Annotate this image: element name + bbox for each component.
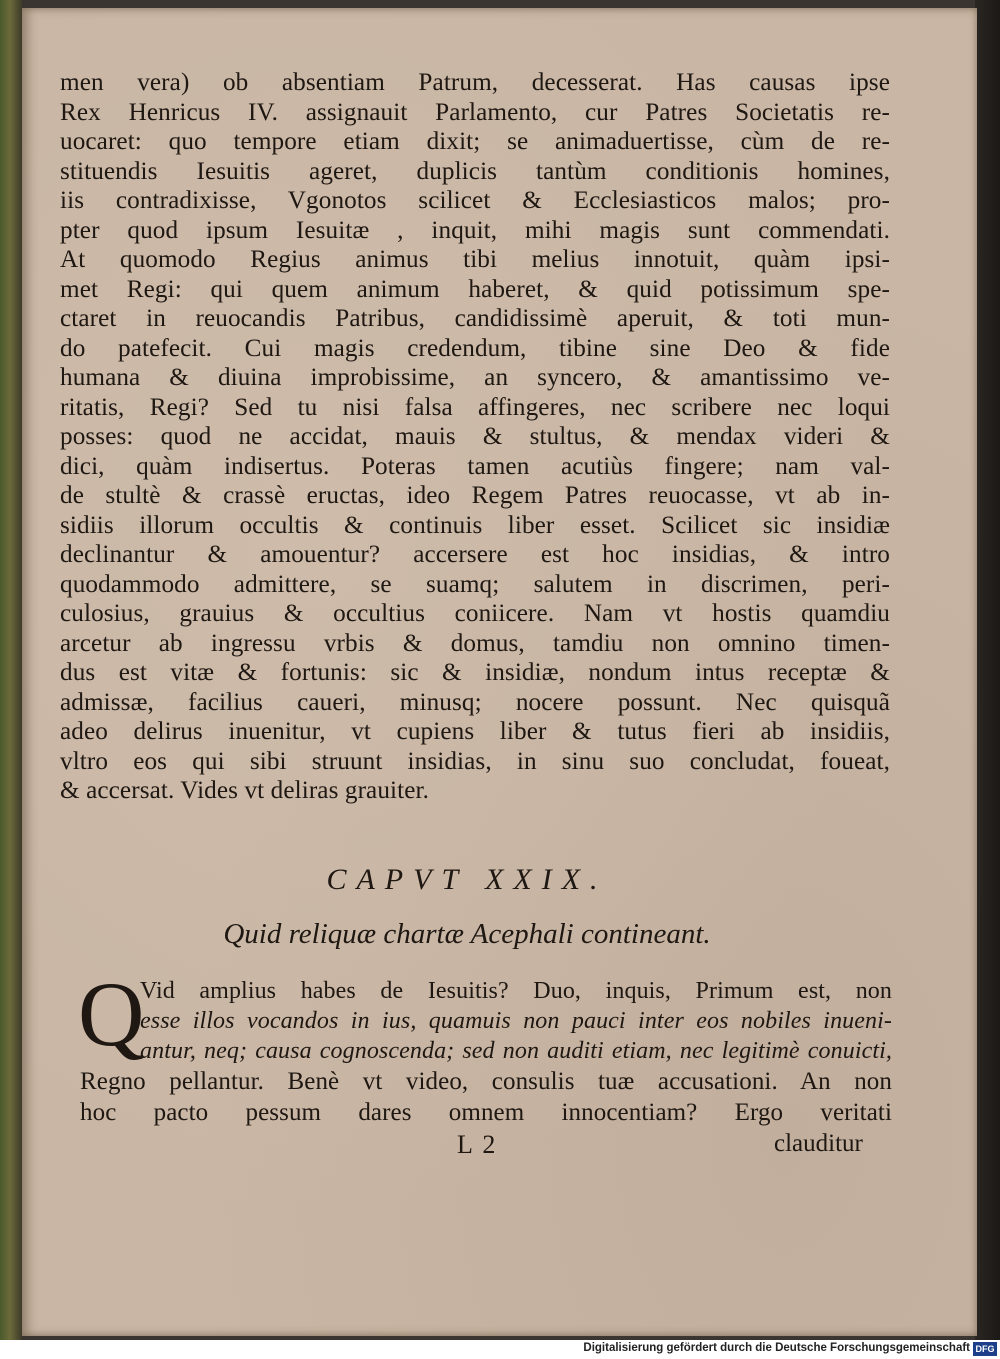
- text-line: declinantur & amouentur? accersere est hoc insidias, & intro: [60, 541, 890, 568]
- text-line: esse illos vocandos in ius, quamuis non pauci inter eos nobiles inueni-: [140, 1008, 892, 1034]
- text-line: ritatis, Regi? Sed tu nisi falsa affingeres, nec scribere nec loqui: [60, 393, 890, 421]
- text-line: Regno pellantur. Benè vt video, consulis tuæ accusationi. An non: [80, 1068, 892, 1095]
- text-line: hoc pacto pessum dares omnem innocentiam? Ergo veritati: [80, 1099, 892, 1126]
- dfg-logo-icon: DFG: [973, 1342, 997, 1356]
- funding-note: Digitalisierung gefördert durch die Deutsche Forschungsgemeinschaft: [583, 1342, 970, 1354]
- footer-bar: [0, 1340, 1000, 1359]
- book-page: [22, 8, 977, 1336]
- text-line: Vid amplius habes de Iesuitis? Duo, inquis, Primum est, non: [140, 978, 892, 1004]
- text-line: dici, quàm indisertus. Poteras tamen acutiùs fingere; nam val-: [60, 452, 890, 480]
- text-line: ctaret in reuocandis Patribus, candidissimè aperuit, & toti mun-: [60, 305, 890, 332]
- text-line: At quomodo Regius animus tibi melius innotuit, quàm ipsi-: [60, 246, 890, 273]
- paragraph-1: [60, 68, 890, 806]
- text-line: do patefecit. Cui magis credendum, tibine sine Deo & fide: [60, 334, 890, 362]
- text-line: humana & diuina improbissime, an syncero, & amantissimo ve-: [60, 364, 890, 391]
- text-line: de stultè & crassè eructas, ideo Regem Patres reuocasse, vt ab in-: [60, 482, 890, 509]
- catchword: clauditur: [774, 1130, 863, 1157]
- text-line: uocaret: quo tempore etiam dixit; se animaduertisse, cùm de re-: [60, 128, 890, 155]
- chapter-subheading: Quid reliquæ chartæ Acephali contineant.: [223, 918, 711, 950]
- text-line: men vera) ob absentiam Patrum, decesserat. Has causas ipse: [60, 69, 890, 96]
- paragraph-2-head: [140, 976, 892, 1066]
- text-line: iis contradixisse, Vgonotos scilicet & Ecclesiasticos malos; pro-: [60, 187, 890, 214]
- page-right-edge: [975, 0, 1000, 1340]
- text-line: pter quod ipsum Iesuitæ , inquit, mihi magis sunt commendati.: [60, 216, 890, 244]
- text-line: admissæ, facilius caueri, minusq; nocere possunt. Nec quisquã: [60, 688, 890, 716]
- paragraph-2-rest: [80, 1066, 892, 1128]
- chapter-heading: CAPVT XXIX.: [326, 863, 608, 896]
- book-binding-edge: [0, 0, 22, 1340]
- text-line: antur, neq; causa cognoscenda; sed non auditi etiam, nec legitimè conuicti,: [140, 1038, 892, 1064]
- text-line: dus est vitæ & fortunis: sic & insidiæ, nondum intus receptæ &: [60, 659, 890, 686]
- text-line: arcetur ab ingressu vrbis & domus, tamdiu non omnino timen-: [60, 629, 890, 657]
- text-line: sidiis illorum occultis & continuis liber esset. Scilicet sic insidiæ: [60, 511, 890, 539]
- text-line: vltro eos qui sibi struunt insidias, in sinu suo concludat, foueat,: [60, 747, 890, 775]
- text-line: Rex Henricus IV. assignauit Parlamento, cur Patres Societatis re-: [60, 98, 890, 126]
- text-line: culosius, grauius & occultius coniicere. Nam vt hostis quamdiu: [60, 600, 890, 627]
- drop-cap: Q: [78, 963, 145, 1065]
- text-line: met Regi: qui quem animum haberet, & quid potissimum spe-: [60, 275, 890, 303]
- text-line: adeo delirus inuenitur, vt cupiens liber & tutus fieri ab insidiis,: [60, 718, 890, 745]
- signature-mark: L 2: [457, 1130, 498, 1159]
- text-line: stituendis Iesuitis ageret, duplicis tantùm conditionis homines,: [60, 157, 890, 185]
- text-line: posses: quod ne accidat, mauis & stultus, & mendax videri &: [60, 423, 890, 450]
- text-line: & accersat. Vides vt deliras grauiter.: [60, 777, 430, 804]
- text-line: quodammodo admittere, se suamq; salutem in discrimen, peri-: [60, 570, 890, 598]
